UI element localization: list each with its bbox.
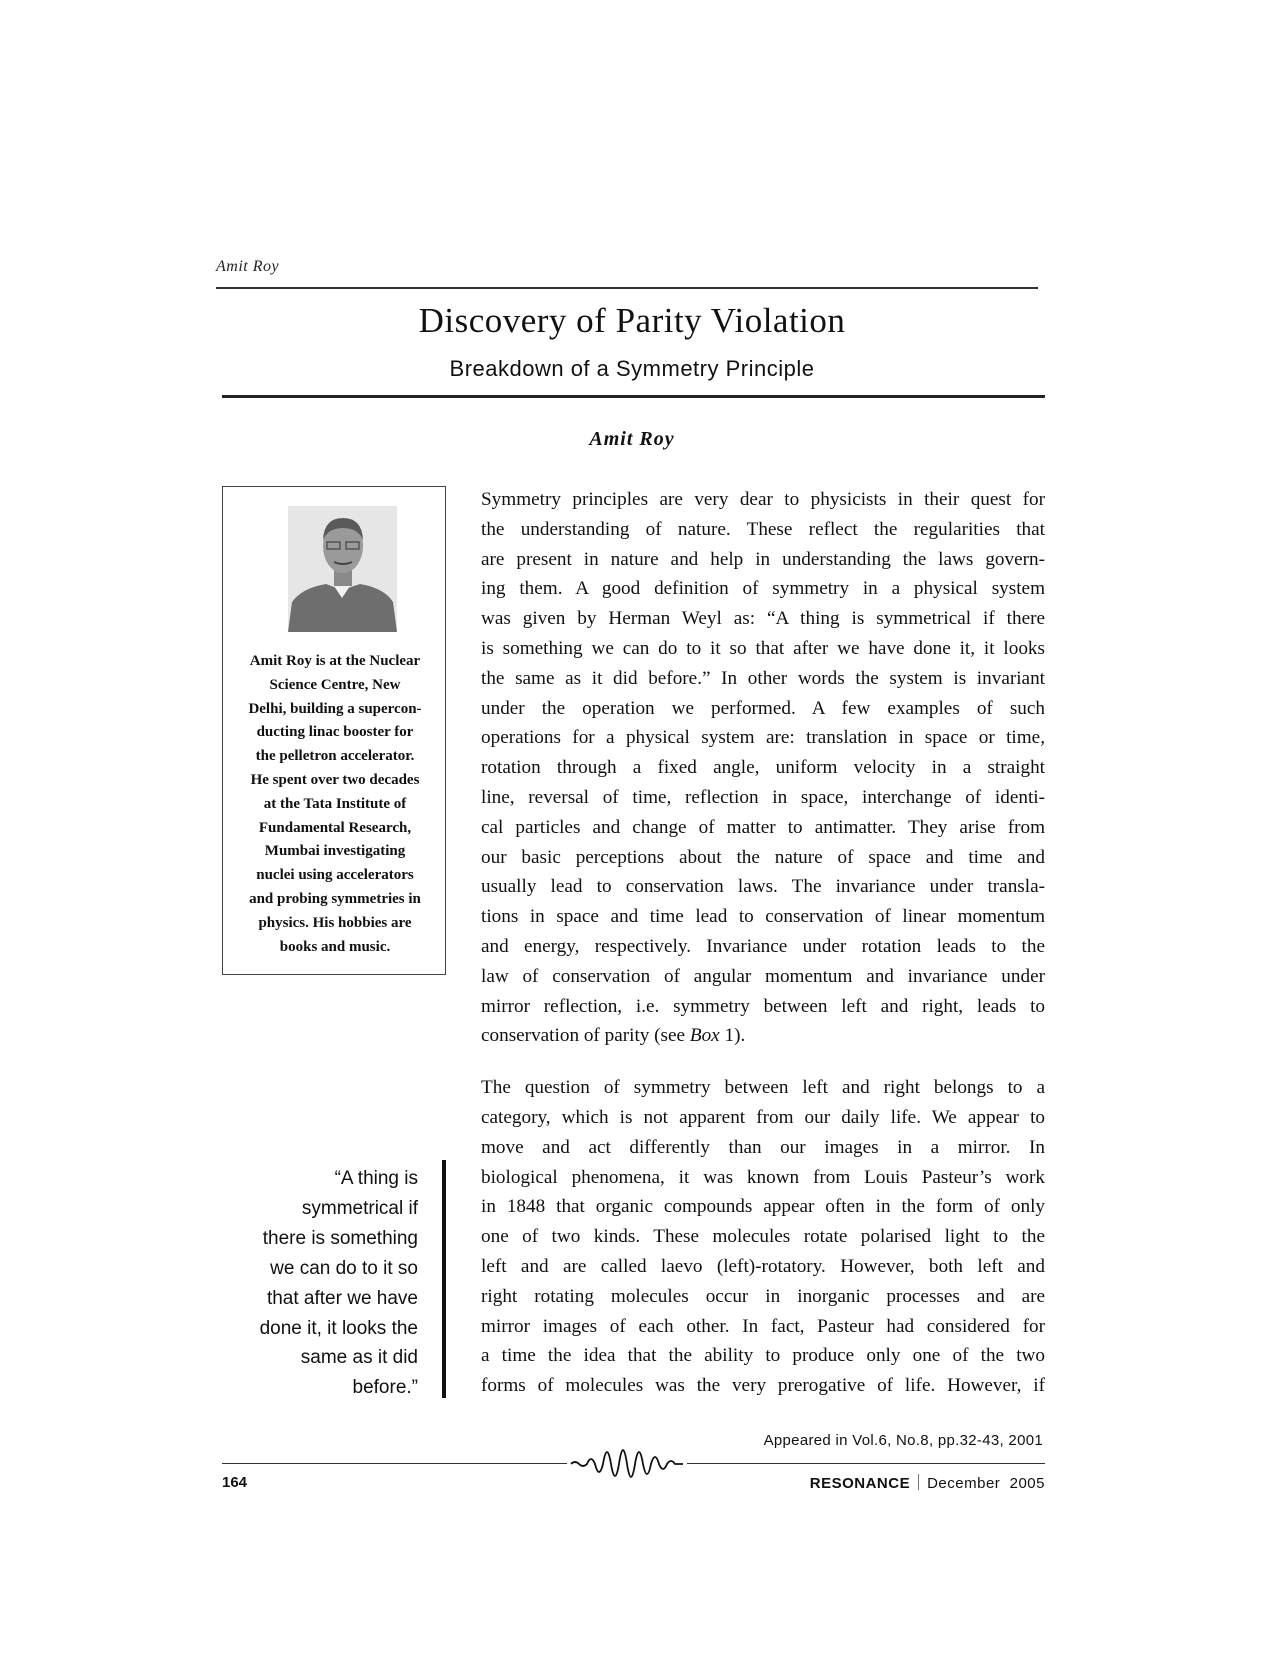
article-subtitle: Breakdown of a Symmetry Principle xyxy=(449,356,815,381)
bio-line: Delhi, building a supercon- xyxy=(248,700,422,717)
body-line: category, which is not apparent from our daily life. We appear to xyxy=(481,1106,1045,1128)
body-line: left and are called laevo (left)-rotatory. However, both left and xyxy=(481,1255,1045,1277)
resonance-wave-logo xyxy=(567,1436,687,1492)
body-line: the same as it did before.” In other words the system is invariant xyxy=(481,667,1045,689)
body-text: conservation of parity (see xyxy=(481,1025,690,1047)
pull-quote-line: that after we have xyxy=(266,1287,418,1309)
body-line: our basic perceptions about the nature of space and time and xyxy=(481,846,1045,868)
body-line: Symmetry principles are very dear to physicists in their quest for xyxy=(481,489,1045,510)
body-text: 1). xyxy=(719,1025,746,1047)
body-line xyxy=(481,1021,1045,1051)
article-body xyxy=(481,485,1045,1423)
body-line: move and act differently than our images in a mirror. In xyxy=(481,1136,1045,1158)
author-bio-box xyxy=(222,486,446,975)
bio-line: books and music. xyxy=(279,938,391,955)
bio-line: at the Tata Institute of xyxy=(263,795,407,812)
author-bio xyxy=(227,650,443,959)
pull-quote-line: we can do to it so xyxy=(270,1257,418,1279)
body-line: was given by Herman Weyl as: “A thing is symmetrical if there xyxy=(481,608,1045,630)
body-line: line, reversal of time, reflection in space, interchange of identi- xyxy=(481,786,1045,808)
bio-line: He spent over two decades xyxy=(250,771,420,788)
pull-quote xyxy=(228,1164,418,1403)
body-line: in 1848 that organic compounds appear often in the form of only xyxy=(481,1196,1045,1218)
body-line: under the operation we performed. A few examples of such xyxy=(481,697,1045,719)
bio-line: ducting linac booster for xyxy=(256,724,414,741)
body-line: right rotating molecules occur in inorganic processes and are xyxy=(481,1285,1045,1307)
body-line: mirror images of each other. In fact, Pasteur had considered for xyxy=(481,1315,1045,1337)
body-line: the understanding of nature. These reflect the regularities that xyxy=(481,518,1045,540)
author-name: Amit Roy xyxy=(589,428,675,450)
body-line: tions in space and time lead to conservation of linear momentum xyxy=(481,906,1045,928)
pull-quote-line: symmetrical if xyxy=(301,1197,418,1219)
pull-quote-line: same as it did xyxy=(300,1347,418,1369)
body-line: The question of symmetry between left and right belongs to a xyxy=(481,1077,1045,1099)
bio-line: Amit Roy is at the Nuclear xyxy=(249,653,421,669)
body-line: biological phenomena, it was known from Louis Pasteur’s work xyxy=(481,1166,1045,1188)
pull-quote-line: there is something xyxy=(262,1227,418,1249)
pull-quote-bar xyxy=(442,1160,446,1398)
issue-date: December 2005 xyxy=(927,1475,1045,1492)
body-line: one of two kinds. These molecules rotate polarised light to the xyxy=(481,1226,1045,1248)
body-line: are present in nature and help in understanding the laws govern- xyxy=(481,548,1045,570)
body-line: a time the idea that the ability to produce only one of the two xyxy=(481,1345,1045,1367)
bio-line: nuclei using accelerators xyxy=(256,867,414,884)
header-rule xyxy=(216,287,1038,289)
article-title: Discovery of Parity Violation xyxy=(418,301,846,340)
footer-separator xyxy=(918,1474,919,1490)
bio-line: physics. His hobbies are xyxy=(258,914,412,931)
journal-footer xyxy=(810,1474,1045,1492)
bio-line: the pelletron accelerator. xyxy=(255,748,415,765)
body-line: law of conservation of angular momentum and invariance under xyxy=(481,965,1045,987)
paragraph-1 xyxy=(481,485,1045,1051)
body-line: is something we can do to it so that after we have done it, it looks xyxy=(481,637,1045,659)
paragraph-2 xyxy=(481,1073,1045,1401)
running-head: Amit Roy xyxy=(216,258,280,275)
body-line: rotation through a fixed angle, uniform velocity in a straight xyxy=(481,757,1045,779)
appeared-in-note: Appeared in Vol.6, No.8, pp.32-43, 2001 xyxy=(763,1432,1043,1449)
box-reference: Box xyxy=(689,1025,720,1047)
pull-quote-line: done it, it looks the xyxy=(259,1317,418,1339)
body-line: forms of molecules was the very prerogative of life. However, if xyxy=(481,1375,1045,1397)
bio-line: Fundamental Research, xyxy=(258,819,412,836)
title-rule xyxy=(222,395,1045,398)
bio-line: Science Centre, New xyxy=(269,676,401,693)
journal-name: RESONANCE xyxy=(809,1475,911,1492)
bio-line: Mumbai investigating xyxy=(264,843,406,860)
author-photo xyxy=(288,506,397,632)
body-line: usually lead to conservation laws. The invariance under transla- xyxy=(481,876,1045,898)
body-line: mirror reflection, i.e. symmetry between left and right, leads to xyxy=(481,995,1045,1017)
pull-quote-line: before.” xyxy=(352,1377,418,1399)
bio-line: and probing symmetries in xyxy=(249,890,421,907)
body-line: operations for a physical system are: translation in space or time, xyxy=(481,727,1045,749)
body-line: ing them. A good definition of symmetry in a physical system xyxy=(481,578,1045,600)
body-line: and energy, respectively. Invariance under rotation leads to the xyxy=(481,935,1045,957)
body-line: cal particles and change of matter to antimatter. They arise from xyxy=(481,816,1045,838)
page-number: 164 xyxy=(222,1474,248,1491)
pull-quote-line: “A thing is xyxy=(334,1168,418,1189)
